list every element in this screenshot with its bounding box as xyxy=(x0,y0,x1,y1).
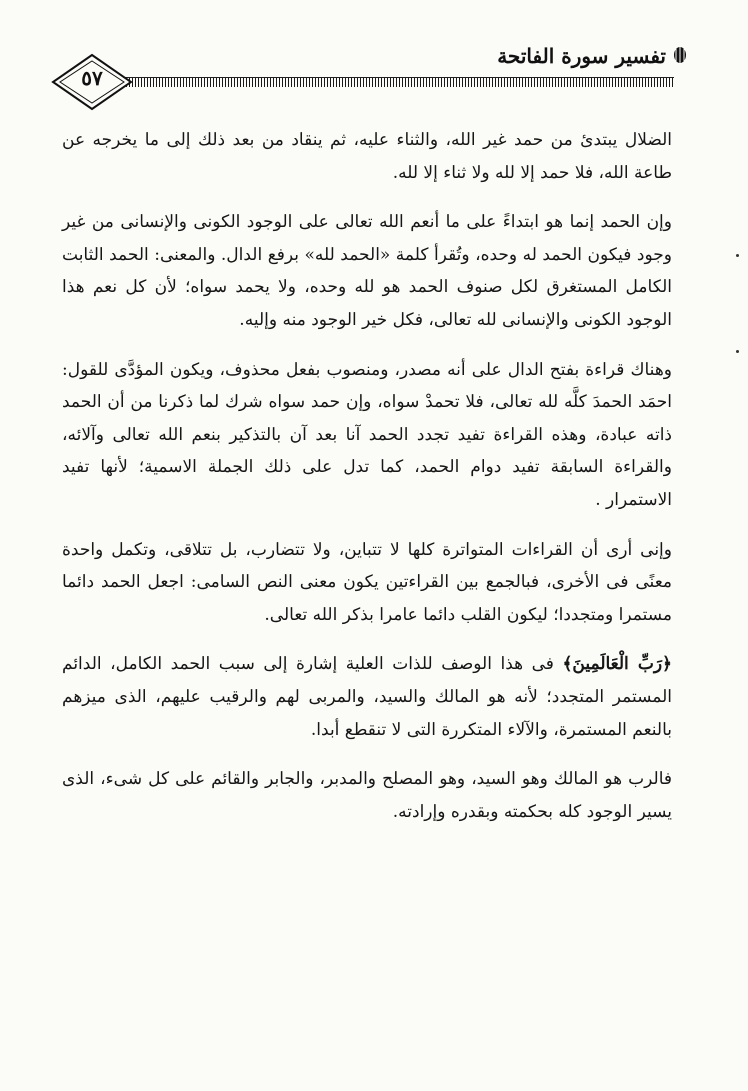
quran-verse: ﴿رَبِّ الْعَالَمِينَ﴾ xyxy=(562,654,672,675)
paragraph: وإنى أرى أن القراءات المتواترة كلها لا تتباين، ولا تتضارب، بل تتلاقى، وتكمل واحدة معنًى فى الأخرى، فبالجمع بين القراءتين يكون معنى النص السامى: اجعل الحمد دائما مستمرا ومتجددا؛ ليكون القلب دائما عامرا بذكر الله تعالى. xyxy=(62,539,672,625)
page-number: ٥٧ xyxy=(81,66,103,90)
running-title: تفسير سورة الفاتحة xyxy=(497,44,666,68)
margin-speck xyxy=(736,350,739,353)
verse-paragraph xyxy=(62,648,672,746)
verse-commentary: فى هذا الوصف للذات العلية إشارة إلى سبب الحمد الكامل، الدائم المستمر المتجدد؛ لأنه هو المالك والسيد، والمربى لهم والرقيب عليهم، الذى ميزهم بالنعم المستمرة، والآلاء المتكررة التى لا تنقطع أبدا. xyxy=(62,654,672,740)
page-body xyxy=(62,124,672,845)
paragraph: الضلال يبتدئ من حمد غير الله، والثناء عليه، ثم ينقاد من بعد ذلك إلى ما يخرجه عن طاعة الله، فلا حمد إلا لله ولا ثناء إلا لله. xyxy=(62,130,672,183)
margin-speck xyxy=(736,254,739,257)
ornament-icon xyxy=(672,46,688,64)
paragraph: فالرب هو المالك وهو السيد، وهو المصلح والمدبر، والجابر والقائم على كل شىء، الذى يسير الوجود كله بحكمته وبقدره وإرادته. xyxy=(62,769,672,822)
paragraph: وهناك قراءة بفتح الدال على أنه مصدر، ومنصوب بفعل محذوف، ويكون المؤدَّى للقول: احمَد الحمدَ كلَّه لله تعالى، فلا تحمدْ سواه، وإن حمد سواه شرك لما ذكرنا من أن الحمد ذاته عبادة، وهذه القراءة تفيد تجدد الحمد آنا بعد آن بالتذكير بنعم الله تعالى وآلائه، والقراءة السابقة تفيد دوام الحمد، كما تدل على ذلك الجملة الاسمية؛ لأنها تفيد الاستمرار . xyxy=(62,359,672,510)
paragraph: وإن الحمد إنما هو ابتداءً على ما أنعم الله تعالى على الوجود الكونى والإنسانى من غير وجود فيكون الحمد له وحده، وتُقرأ كلمة «الحمد لله» برفع الدال. والمعنى: الحمد الثابت الكامل المستغرق لكل صنوف الحمد هو لله وحده، ولا يحمد سواه؛ لأن كل نعم هذا الوجود الكونى والإنسانى لله تعالى، فكل خير الوجود منه وإليه. xyxy=(62,212,672,330)
header-rule xyxy=(120,77,674,87)
page-header xyxy=(0,0,748,120)
